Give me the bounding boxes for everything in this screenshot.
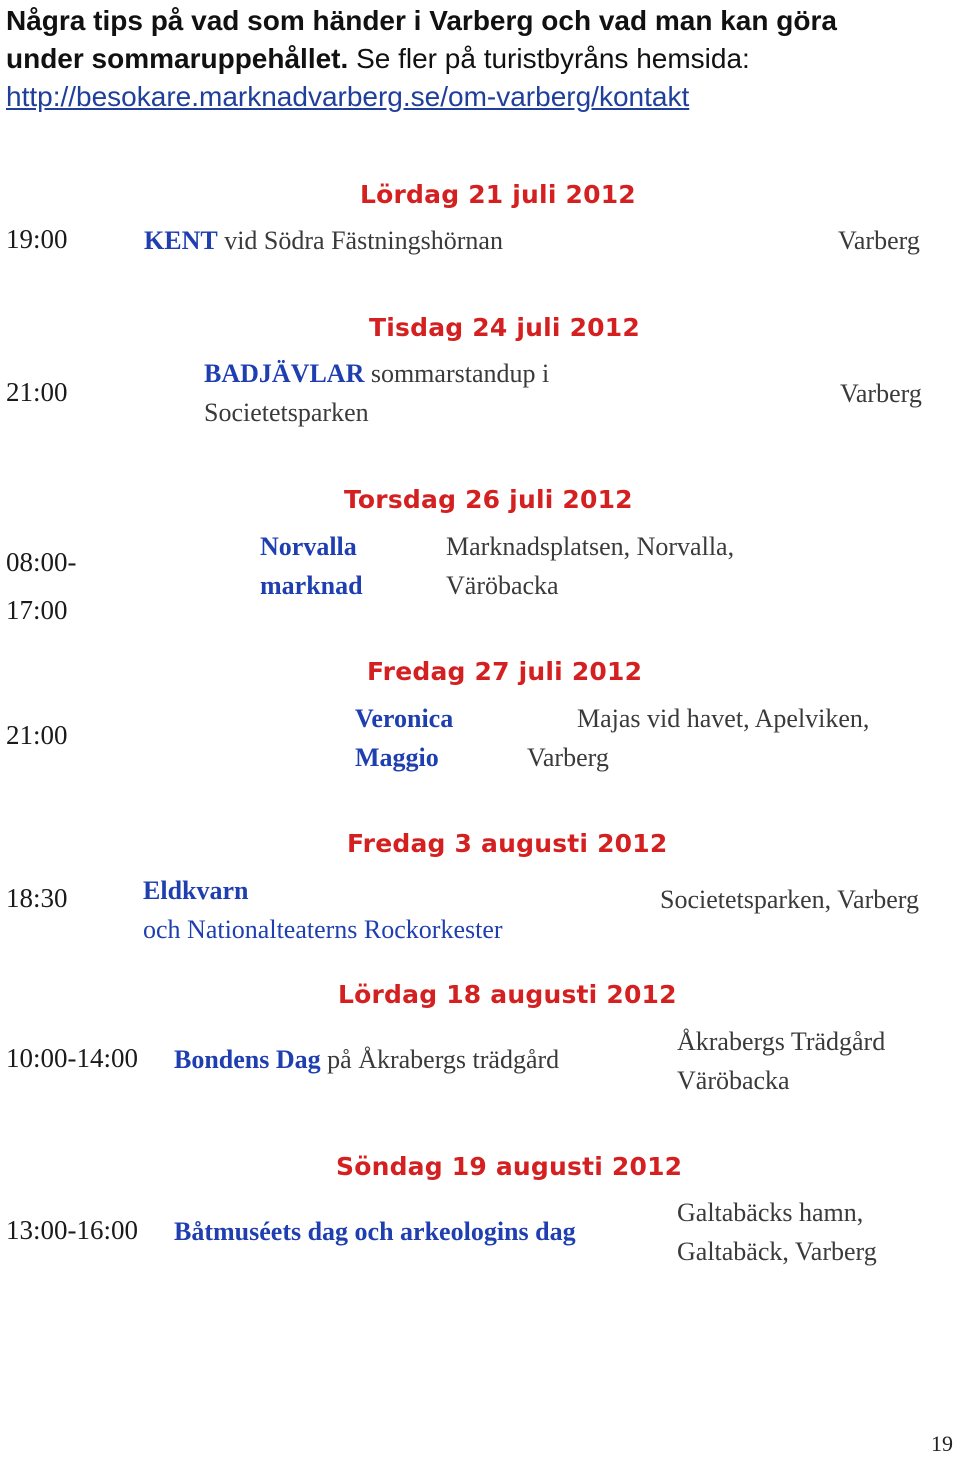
event-3-place-line2: Väröbacka [446, 571, 559, 600]
event-2-place: Varberg [840, 379, 922, 408]
event-6-date: Lördag 18 augusti 2012 [338, 980, 677, 1009]
event-1-place: Varberg [838, 226, 920, 255]
event-3-place-line1: Marknadsplatsen, Norvalla, [446, 532, 735, 561]
page-number: 19 [931, 1431, 953, 1456]
event-3-title-line1: Norvalla [260, 532, 357, 561]
event-4-title-line2: Maggio [355, 743, 439, 772]
event-6-desc: på Åkrabergs trädgård [320, 1045, 560, 1074]
event-5-description [143, 871, 503, 949]
event-2-date: Tisdag 24 juli 2012 [369, 313, 640, 342]
intro-text [6, 2, 837, 116]
event-3-title-line2: marknad [260, 571, 363, 600]
event-7-place [677, 1193, 877, 1271]
event-2-desc: sommarstandup i [364, 359, 550, 388]
event-4-title-line1: Veronica [355, 704, 454, 733]
event-5-date: Fredag 3 augusti 2012 [347, 829, 668, 858]
event-1-title: KENT [144, 226, 218, 255]
event-7-place-line2: Galtabäck, Varberg [677, 1237, 877, 1266]
event-2-description [204, 354, 549, 432]
event-5-title: Eldkvarn [143, 876, 249, 905]
event-3-date: Torsdag 26 juli 2012 [344, 485, 633, 514]
event-5-title-line2: och Nationalteaterns Rockorkester [143, 915, 503, 944]
event-6-description [174, 1040, 559, 1079]
event-4-date: Fredag 27 juli 2012 [367, 657, 643, 686]
event-3-time-start: 08:00- [6, 547, 77, 577]
event-2-time: 21:00 [6, 377, 68, 407]
event-1-time: 19:00 [6, 224, 68, 254]
event-2-title: BADJÄVLAR [204, 359, 365, 388]
event-6-place-line2: Väröbacka [677, 1066, 790, 1095]
event-7-place-line1: Galtabäcks hamn, [677, 1198, 864, 1227]
event-6-place [677, 1022, 885, 1100]
intro-line2-bold: under sommaruppehållet. [6, 43, 349, 74]
event-6-place-line1: Åkrabergs Trädgård [677, 1027, 886, 1056]
event-7-date: Söndag 19 augusti 2012 [336, 1152, 683, 1181]
event-1-description [144, 221, 503, 260]
event-5-place: Societetsparken, Varberg [660, 885, 919, 914]
tourist-office-link[interactable]: http://besokare.marknadvarberg.se/om-varberg/kontakt [6, 81, 690, 112]
event-7-time: 13:00-16:00 [6, 1215, 138, 1245]
event-2-desc-line2: Societetsparken [204, 398, 369, 427]
event-3-time [6, 538, 77, 634]
event-3-time-end: 17:00 [6, 595, 68, 625]
event-4-place-line1: Majas vid havet, Apelviken, [577, 704, 870, 733]
event-6-title: Bondens Dag [174, 1045, 321, 1074]
event-3-place [446, 527, 734, 605]
event-7-title: Båtmuséets dag och arkeologins dag [174, 1217, 576, 1246]
event-1-date: Lördag 21 juli 2012 [360, 180, 636, 209]
event-3-title [260, 527, 363, 605]
intro-line1: Några tips på vad som händer i Varberg och vad man kan göra [6, 5, 837, 36]
intro-line2-rest: Se fler på turistbyråns hemsida: [348, 43, 750, 74]
event-4-title [355, 699, 453, 777]
event-4-time: 21:00 [6, 720, 68, 750]
event-5-time: 18:30 [6, 883, 68, 913]
event-4-place-line2: Varberg [527, 743, 609, 772]
event-6-time: 10:00-14:00 [6, 1043, 138, 1073]
event-1-desc: vid Södra Fästningshörnan [217, 226, 503, 255]
